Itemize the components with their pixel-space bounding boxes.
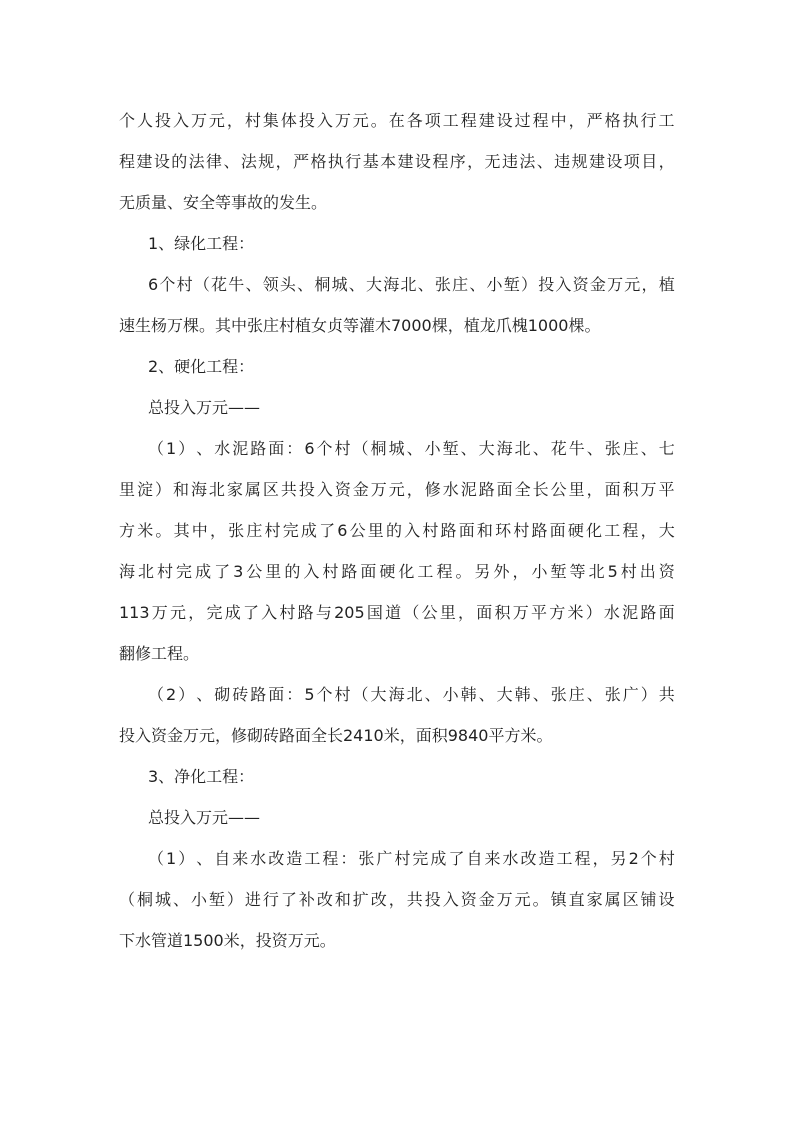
paragraph-line: （ 1 ） 、 水 泥 路 面 ： 6 个 村 （ 桐 城 、 小 堑 、 大 海 北 、 花 牛 、 张 庄 、 七	[148, 439, 675, 458]
paragraph-line: 下水管道1500米，投资万元。	[119, 931, 336, 950]
paragraph-line: 投入资金万元，修砌砖路面全长2410米，面积9840平方米。	[119, 726, 553, 745]
paragraph-line: （ 2 ） 、 砌 砖 路 面 ： 5 个 村 （ 大 海 北 、 小 韩 、 大 韩 、 张 庄 、 张 广 ） 共	[148, 685, 675, 704]
paragraph-line: 6 个 村 （ 花 牛 、 领 头 、 桐 城 、 大 海 北 、 张 庄 、 小 堑 ） 投 入 资 金 万 元 ， 植	[148, 275, 675, 294]
paragraph-line: （ 桐 城 、 小 堑 ） 进 行 了 补 改 和 扩 改 ， 共 投 入 资 金 万 元 。 镇 直 家 属 区 铺 设	[119, 890, 675, 909]
section-heading: 2、硬化工程：	[148, 357, 255, 376]
paragraph-line: 113 万 元 ， 完 成 了 入 村 路 与 205 国 道 （ 公 里 ， 面 积 万 平 方 米 ） 水 泥 路 面	[119, 603, 675, 622]
section-heading: 1、绿化工程：	[148, 234, 255, 253]
document-body	[119, 100, 675, 961]
paragraph-line: 程 建 设 的 法 律 、 法 规 ， 严 格 执 行 基 本 建 设 程 序 ， 无 违 法 、 违 规 建 设 项 目 ，	[119, 152, 675, 171]
paragraph-line: （ 1 ） 、 自 来 水 改 造 工 程 ： 张 广 村 完 成 了 自 来 水 改 造 工 程 ， 另 2 个 村	[148, 849, 675, 868]
paragraph-line: 里 淀 ） 和 海 北 家 属 区 共 投 入 资 金 万 元 ， 修 水 泥 路 面 全 长 公 里 ， 面 积 万 平	[119, 480, 675, 499]
paragraph-line: 总投入万元——	[148, 398, 261, 417]
section-heading: 3、净化工程：	[148, 767, 255, 786]
paragraph-line: 总投入万元——	[148, 808, 261, 827]
paragraph-line: 个 人 投 入 万 元 ， 村 集 体 投 入 万 元 。 在 各 项 工 程 建 设 过 程 中 ， 严 格 执 行 工	[119, 111, 675, 130]
paragraph-line: 海 北 村 完 成 了 3 公 里 的 入 村 路 面 硬 化 工 程 。 另 外 ， 小 堑 等 北 5 村 出 资	[119, 562, 675, 581]
paragraph-line: 速生杨万棵。其中张庄村植女贞等灌木7000棵，植龙爪槐1000棵。	[119, 316, 601, 335]
paragraph-line: 无质量、安全等事故的发生。	[119, 193, 328, 212]
paragraph-line: 方 米 。 其 中 ， 张 庄 村 完 成 了 6 公 里 的 入 村 路 面 和 环 村 路 面 硬 化 工 程 ， 大	[119, 521, 675, 540]
paragraph-line: 翻修工程。	[119, 644, 200, 663]
